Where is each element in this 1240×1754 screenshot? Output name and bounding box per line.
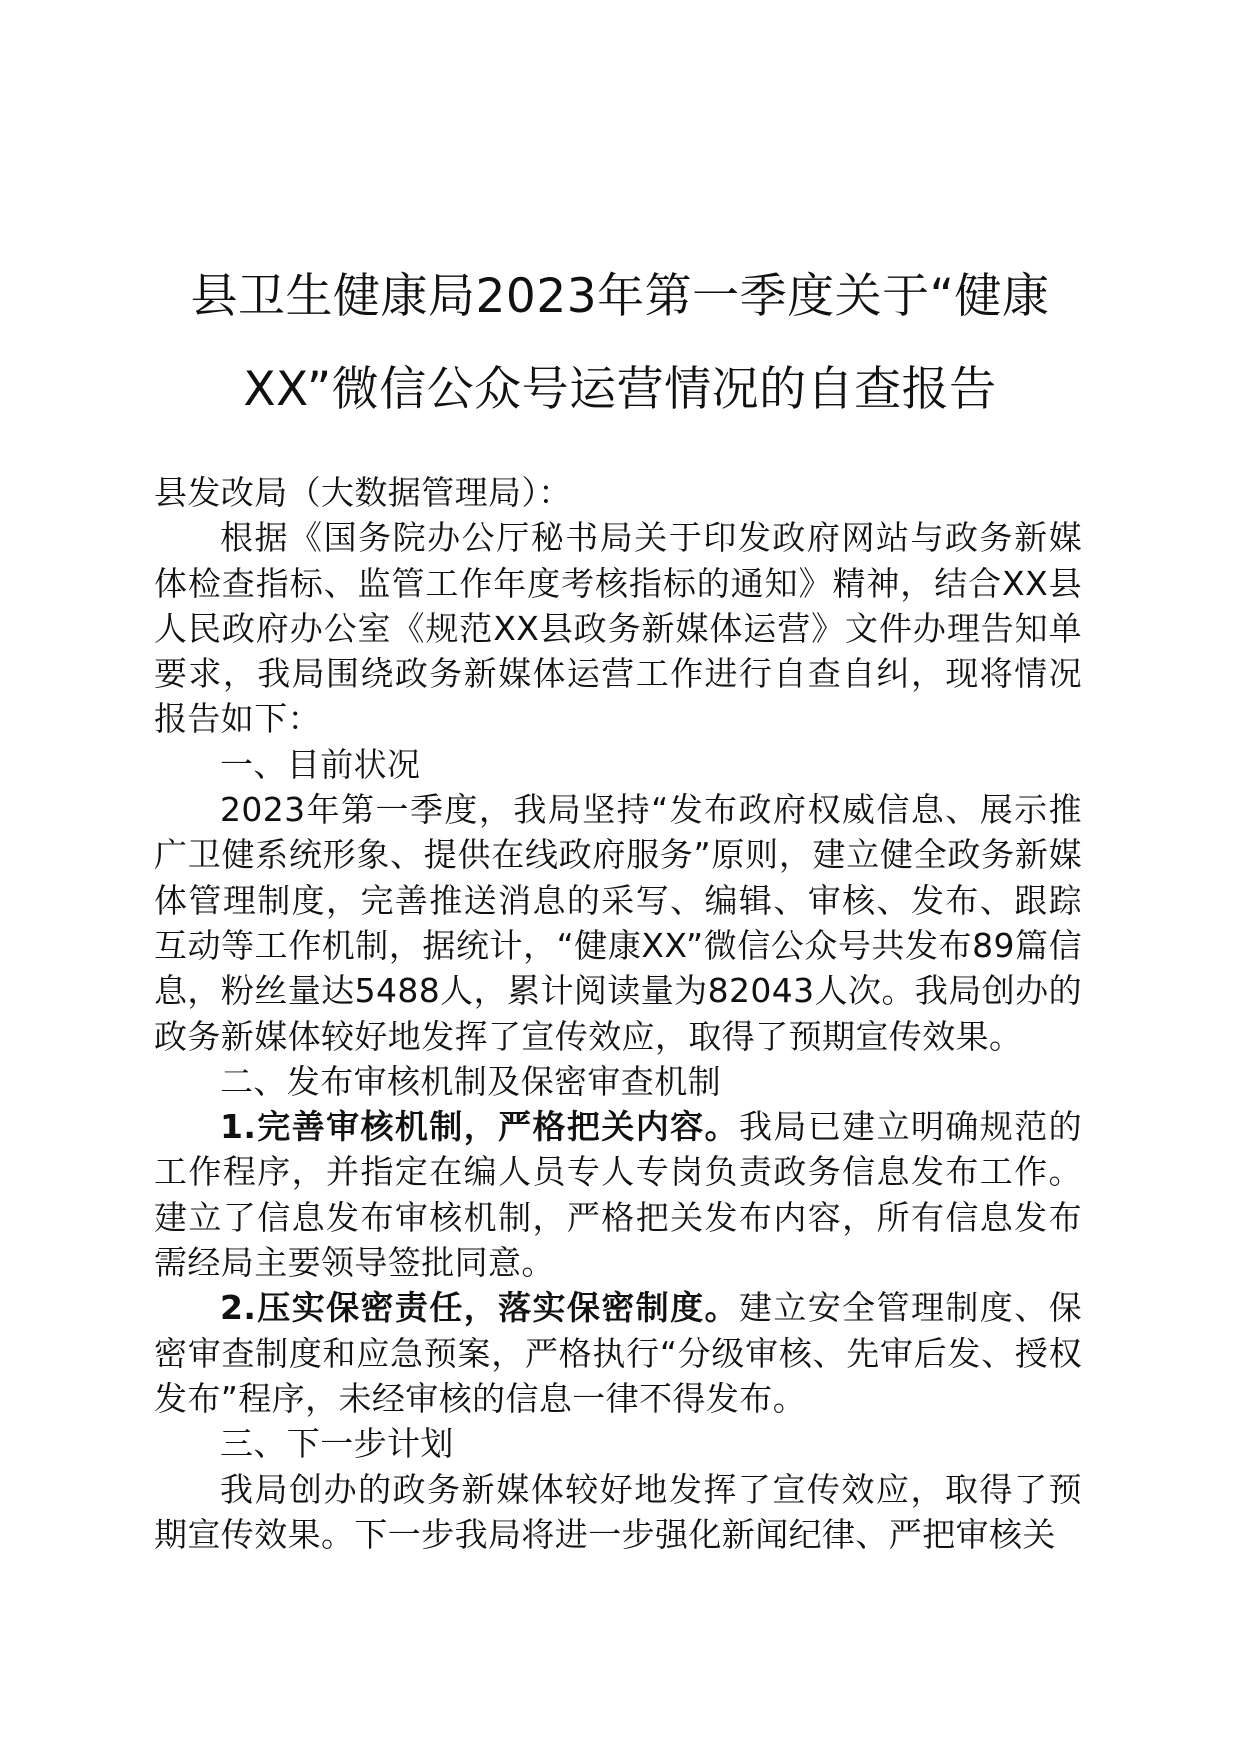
item-1-lead: 1.完善审核机制，严格把关内容。: [220, 1107, 739, 1147]
item-2-paragraph: [154, 1285, 1082, 1421]
item-2-lead: 2.压实保密责任，落实保密制度。: [220, 1288, 739, 1328]
section-1-paragraph: 2023年第一季度，我局坚持“发布政府权威信息、展示推广卫健系统形象、提供在线政府服务”原则，建立健全政务新媒体管理制度，完善推送消息的采写、编辑、审核、发布、跟踪互动等工作机制，据统计，“健康XX”微信公众号共发布89篇信息，粉丝量达5488人，累计阅读量为82043人次。我局创办的政务新媒体较好地发挥了宣传效应，取得了预期宣传效果。: [154, 790, 1082, 1056]
item-1-body: 我局已建立明确规范的工作程序，并指定在编人员专人专岗负责政务信息发布工作。建立了信息发布审核机制，严格把关发布内容，所有信息发布需经局主要领导签批同意。: [154, 1107, 1083, 1283]
title-line-2: XX”微信公众号运营情况的自查报告: [243, 362, 997, 417]
section-3-paragraph: 我局创办的政务新媒体较好地发挥了宣传效应，取得了预期宣传效果。下一步我局将进一步强化新闻纪律、严把审核关: [154, 1469, 1082, 1554]
salutation: 县发改局（大数据管理局）：: [154, 473, 572, 512]
document-body: [154, 470, 1082, 1557]
section-1-heading: 一、目前状况: [220, 744, 421, 784]
item-2-body: 建立安全管理制度、保密审查制度和应急预案，严格执行“分级审核、先审后发、授权发布”程序，未经审核的信息一律不得发布。: [154, 1288, 1083, 1418]
section-2-heading: 二、发布审核机制及保密审查机制: [220, 1061, 721, 1101]
title-line-1: 县卫生健康局2023年第一季度关于“健康: [190, 269, 1050, 324]
document-title: [150, 250, 1090, 436]
section-3-heading: 三、下一步计划: [220, 1424, 454, 1464]
item-1-paragraph: [154, 1104, 1082, 1285]
intro-paragraph: 根据《国务院办公厅秘书局关于印发政府网站与政务新媒体检查指标、监管工作年度考核指标的通知》精神，结合XX县人民政府办公室《规范XX县政务新媒体运营》文件办理告知单要求，我局围绕政务新媒体运营工作进行自查自纠，现将情况报告如下：: [154, 518, 1082, 739]
